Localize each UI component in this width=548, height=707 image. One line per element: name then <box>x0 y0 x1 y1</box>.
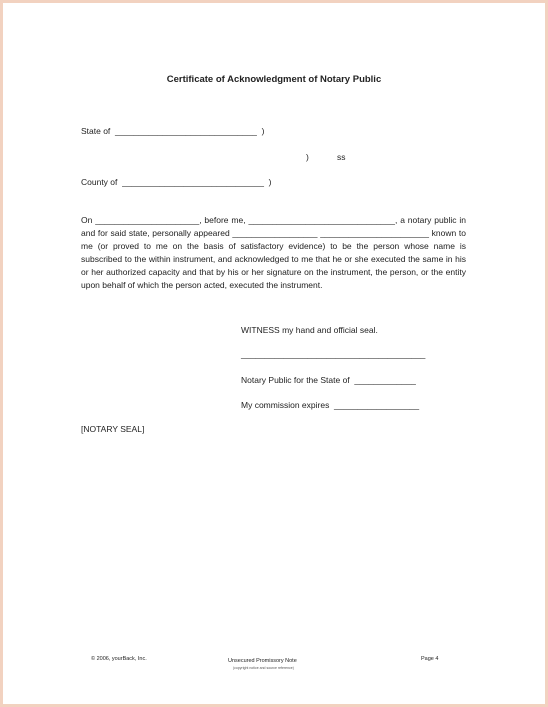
document-title: Certificate of Acknowledgment of Notary Public <box>166 74 382 85</box>
county-line: County of ______________________________ ) <box>81 177 272 187</box>
signature-line: _______________________________________ <box>241 349 426 359</box>
acknowledgment-paragraph: On ______________________, before me, _______________________________, a notary public in and for said state, personally appeared __________________ _______________________ known to me (or proved to me on the basis of satisfactory evidence) to be the person whose name is subscribed to the within instrument, and acknowledged to me that he or she executed the same in his or her authorized capacity and that by his or her signature on the instrument, the person, or the entity upon behalf of which the person acted, executed the instrument. <box>81 215 466 291</box>
footer-center-sub: (copyright notice and source reference) <box>233 666 294 670</box>
notary-seal-label: [NOTARY SEAL] <box>81 424 145 434</box>
witness-line: WITNESS my hand and official seal. <box>241 325 378 335</box>
notary-state-line: Notary Public for the State of _____________ <box>241 375 416 385</box>
footer-page-number: Page 4 <box>421 656 439 662</box>
footer-center: Unsecured Promissory Note <box>228 658 297 664</box>
state-line: State of ______________________________ ) <box>81 126 265 136</box>
document-page <box>3 3 545 704</box>
ss-paren: ) <box>306 152 309 162</box>
ss-label: ss <box>337 152 346 162</box>
footer-copyright: © 2006, yourBack, Inc. <box>91 656 147 662</box>
commission-line: My commission expires __________________ <box>241 400 420 410</box>
